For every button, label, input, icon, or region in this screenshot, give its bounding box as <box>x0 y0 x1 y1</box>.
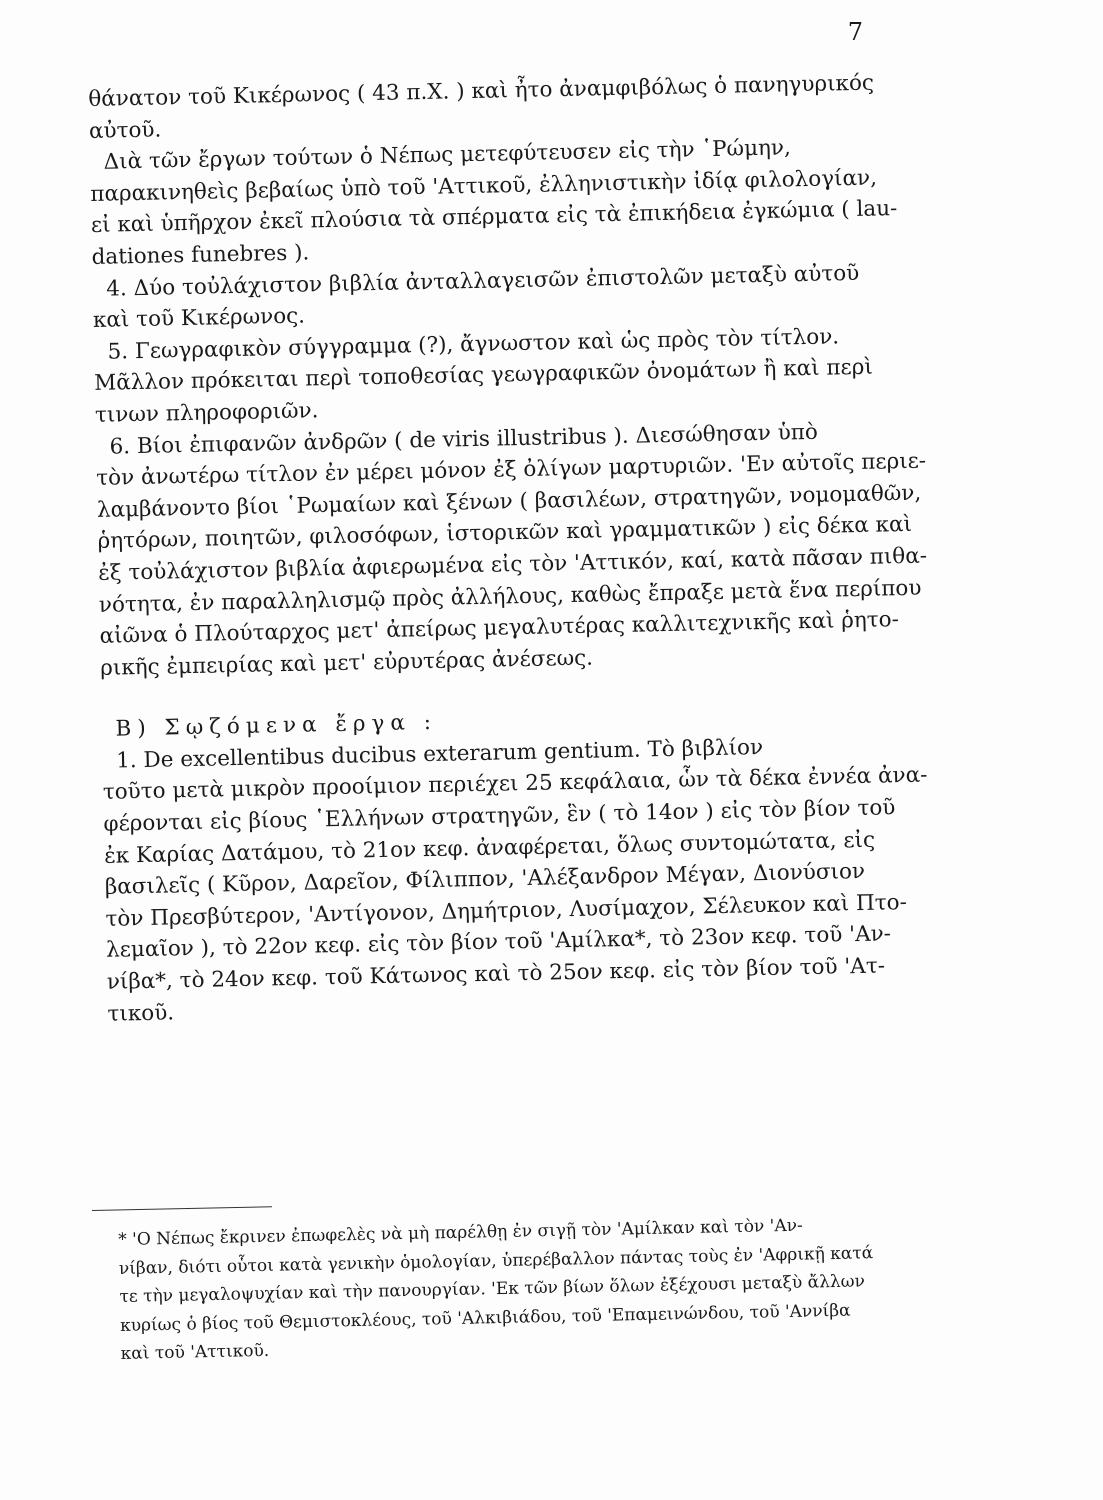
text-line: ρικῆς ἐμπειρίας καὶ μετ' εὐρυτέρας ἀνέσεως. <box>99 645 594 681</box>
text-line: νότητα, ἐν παραλληλισμῷ πρὸς ἀλλήλους, καθὼς ἔπραξε μετὰ ἕνα περίπου <box>98 575 922 618</box>
text-line: dationes funebres ). <box>91 240 310 270</box>
text-line: θάνατον τοῦ Κικέρωνος ( 43 π.Χ. ) καὶ ἦτο ἀναμφιβόλως ὁ πανηγυρικός <box>88 70 875 112</box>
page-number: 7 <box>847 18 863 46</box>
text-line: 1. De excellentibus ducibus exterarum gentium. Τὸ βιβλίον <box>115 734 764 774</box>
text-line: αὐτοῦ. <box>88 117 162 144</box>
text-line: τικοῦ. <box>107 1000 175 1027</box>
text-line: λαμβάνοντο βίοι ῾Ρωμαίων καὶ ξένων ( βασιλέων, στρατηγῶν, νομομαθῶν, <box>96 480 922 523</box>
footnote-line: κυρίως ὁ βίος τοῦ Θεμιστοκλέους, τοῦ 'Αλκιβιάδου, τοῦ 'Επαμεινώνδου, τοῦ 'Αννίβα <box>119 1300 851 1336</box>
text-line: ἐκ Καρίας Δατάμου, τὸ 21ον κεφ. ἀναφέρεται, ὅλως συντομώτατα, εἰς <box>103 827 876 869</box>
footnote-line: * 'Ο Νέπως ἔκρινεν ἐπωφελὲς νὰ μὴ παρέλθῃ ἐν σιγῇ τὸν 'Αμίλκαν καὶ τὸν 'Αν- <box>118 1215 803 1250</box>
footnote-line: τε τὴν μεγαλοψυχίαν καὶ τὴν πανουργίαν. 'Εκ τῶν βίων ὅλων ἐξέχουσι μεταξὺ ἄλλων <box>119 1271 866 1308</box>
text-line: Μᾶλλον πρόκειται περὶ τοποθεσίας γεωγραφικῶν ὀνομάτων ἢ καὶ περὶ <box>94 354 874 397</box>
text-line: νίβα*, τὸ 24ον κεφ. τοῦ Κάτωνος καὶ τὸ 25ον κεφ. εἰς τὸν βίον τοῦ 'Ατ- <box>106 953 886 995</box>
text-line: τὸν ἀνωτέρω τίτλον ἐν μέρει μόνον ἐξ ὀλίγων μαρτυριῶν. 'Εν αὐτοῖς περιε- <box>96 448 927 492</box>
text-line: 4. Δύο τοὐλάχιστον βιβλία ἀνταλλαγεισῶν ἐπιστολῶν μεταξὺ αὐτοῦ <box>106 260 860 302</box>
text-line: παρακινηθεὶς βεβαίως ὑπὸ τοῦ 'Αττικοῦ, ἐλληνιστικὴν ἰδίᾳ φιλολογίαν, <box>90 165 878 207</box>
text-line: τοῦτο μετὰ μικρὸν προοίμιον περιέχει 25 κεφάλαια, ὧν τὰ δέκα ἐννέα ἀνα- <box>102 763 928 806</box>
text-line: λεμαῖον ), τὸ 22ον κεφ. εἰς τὸν βίον τοῦ 'Αμίλκα*, τὸ 23ον κεφ. τοῦ 'Αν- <box>105 921 892 964</box>
text-line: 6. Βίοι ἐπιφανῶν ἀνδρῶν ( de viris illustribus ). Διεσώθησαν ὑπὸ <box>109 419 819 460</box>
text-line: Διὰ τῶν ἔργων τούτων ὁ Νέπως μετεφύτευσεν εἰς τὴν ῾Ρώμην, <box>103 135 792 175</box>
section-heading: Β) Σῳζόμενα ἔργα : <box>115 710 438 742</box>
text-line: τινων πληροφοριῶν. <box>94 398 319 428</box>
footnote-line: νίβαν, διότι οὗτοι κατὰ γενικὴν ὁμολογίαν, ὑπερέβαλλον πάντας τοὺς ἐν 'Αφρικῇ κατά <box>118 1242 874 1279</box>
body-text <box>88 67 928 1030</box>
text-line: ἐξ τοὐλάχιστον βιβλία ἀφιερωμένα εἰς τὸν 'Αττικόν, καί, κατὰ πᾶσαν πιθα- <box>97 543 928 586</box>
text-line: καὶ τοῦ Κικέρωνος. <box>92 303 306 334</box>
text-line: τὸν Πρεσβύτερον, 'Αντίγονον, Δημήτριον, Λυσίμαχον, Σέλευκον καὶ Πτο- <box>105 889 908 932</box>
text-line: εἰ καὶ ὑπῆρχον ἐκεῖ πλούσια τὰ σπέρματα εἰς τὰ ἐπικήδεια ἐγκώμια ( lau- <box>90 196 898 239</box>
footnote-rule <box>92 1206 272 1211</box>
text-line: ῥητόρων, ποιητῶν, φιλοσόφων, ἱστορικῶν καὶ γραμματικῶν ) εἰς δέκα καὶ <box>97 512 913 555</box>
footnote-line: καὶ τοῦ 'Αττικοῦ. <box>120 1341 270 1365</box>
text-line: βασιλεῖς ( Κῦρον, Δαρεῖον, Φίλιππον, 'Αλέξανδρον Μέγαν, Διονύσιον <box>104 859 866 901</box>
text-line: φέρονται εἰς βίους ῾Ελλήνων στρατηγῶν, ἓν ( τὸ 14ον ) εἰς τὸν βίον τοῦ <box>103 795 896 837</box>
text-line: αἰῶνα ὁ Πλούταρχος μετ' ἀπείρως μεγαλυτέρας καλλιτεχνικῆς καὶ ῥητο- <box>99 607 900 649</box>
footnote <box>118 1209 911 1368</box>
text-line: 5. Γεωγραφικὸν σύγγραμμα (?), ἄγνωστον καὶ ὡς πρὸς τὸν τίτλον. <box>107 324 840 365</box>
